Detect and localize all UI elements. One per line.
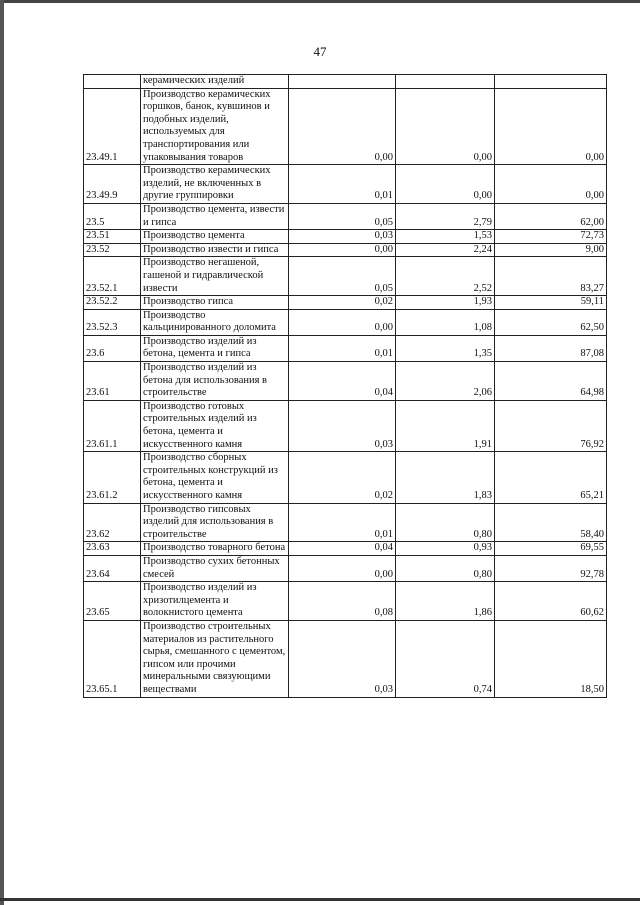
table-row [84,203,607,229]
row-code: 23.64 [84,555,141,581]
row-name: Производство цемента [141,230,289,244]
row-value-1: 0,03 [289,620,396,697]
table-row [84,309,607,335]
okved-table [83,74,607,698]
row-value-2: 1,53 [396,230,495,244]
row-value-2: 1,93 [396,296,495,310]
table-row [84,582,607,621]
row-value-2: 1,83 [396,452,495,503]
row-value-1: 0,02 [289,296,396,310]
row-value-3: 59,11 [495,296,607,310]
row-name: Производство керамических горшков, банок, кувшинов и подобных изделий, используемых для транспортирования или упаковывания товаров [141,88,289,165]
row-value-2: 0,74 [396,620,495,697]
row-value-3: 60,62 [495,582,607,621]
row-value-1: 0,05 [289,257,396,296]
row-value-2: 2,52 [396,257,495,296]
row-code: 23.49.9 [84,165,141,204]
row-code: 23.61.1 [84,400,141,451]
row-value-1: 0,03 [289,400,396,451]
row-value-3: 72,73 [495,230,607,244]
row-value-2 [396,75,495,89]
row-value-2: 1,08 [396,309,495,335]
row-code: 23.61.2 [84,452,141,503]
row-value-3: 9,00 [495,243,607,257]
row-value-2: 1,35 [396,335,495,361]
row-value-3: 64,98 [495,362,607,401]
table-row [84,230,607,244]
row-value-3: 18,50 [495,620,607,697]
row-value-1: 0,08 [289,582,396,621]
row-value-1: 0,03 [289,230,396,244]
row-value-2: 0,80 [396,555,495,581]
table-row [84,400,607,451]
row-value-3: 62,50 [495,309,607,335]
table-row [84,542,607,556]
row-value-2: 0,93 [396,542,495,556]
row-name: Производство готовых строительных изделий из бетона, цемента и искусственного камня [141,400,289,451]
row-name: Производство строительных материалов из растительного сырья, смешанного с цементом, гипсом или прочими минеральными связующими веществами [141,620,289,697]
row-code: 23.5 [84,203,141,229]
page-edge-bottom [0,898,640,901]
table-row [84,620,607,697]
row-name: Производство гипсовых изделий для использования в строительстве [141,503,289,542]
row-name: Производство сборных строительных конструкций из бетона, цемента и искусственного камня [141,452,289,503]
row-name: Производство изделий из бетона для использования в строительстве [141,362,289,401]
row-value-3: 69,55 [495,542,607,556]
row-code: 23.62 [84,503,141,542]
row-value-1: 0,00 [289,88,396,165]
row-name: Производство изделий из бетона, цемента и гипса [141,335,289,361]
row-value-3: 65,21 [495,452,607,503]
table-row [84,257,607,296]
row-code: 23.61 [84,362,141,401]
table-row [84,243,607,257]
row-value-2: 0,00 [396,88,495,165]
table-row [84,75,607,89]
row-code: 23.51 [84,230,141,244]
row-value-3: 0,00 [495,165,607,204]
row-value-2: 2,79 [396,203,495,229]
row-value-1: 0,00 [289,309,396,335]
row-name: Производство негашеной, гашеной и гидравлической извести [141,257,289,296]
table-body [84,75,607,698]
table-row [84,296,607,310]
row-value-3 [495,75,607,89]
row-name: Производство товарного бетона [141,542,289,556]
row-code: 23.49.1 [84,88,141,165]
page-number: 47 [313,44,327,59]
table-row [84,165,607,204]
table-row [84,335,607,361]
row-value-1: 0,01 [289,165,396,204]
row-value-2: 1,91 [396,400,495,451]
row-value-2: 1,86 [396,582,495,621]
row-value-3: 92,78 [495,555,607,581]
table-row [84,88,607,165]
row-value-2: 0,80 [396,503,495,542]
row-value-3: 0,00 [495,88,607,165]
row-code: 23.52.1 [84,257,141,296]
row-code [84,75,141,89]
row-name: Производство кальцинированного доломита [141,309,289,335]
row-value-2: 2,24 [396,243,495,257]
row-code: 23.6 [84,335,141,361]
page-edge-top [0,0,640,3]
row-value-1 [289,75,396,89]
row-value-1: 0,04 [289,362,396,401]
table-row [84,555,607,581]
row-value-3: 87,08 [495,335,607,361]
page-edge-left [0,0,4,905]
row-value-1: 0,05 [289,203,396,229]
row-value-1: 0,04 [289,542,396,556]
row-value-3: 76,92 [495,400,607,451]
row-code: 23.65 [84,582,141,621]
table-row [84,362,607,401]
row-code: 23.52.3 [84,309,141,335]
row-code: 23.52 [84,243,141,257]
row-value-3: 83,27 [495,257,607,296]
row-value-1: 0,01 [289,503,396,542]
row-value-3: 62,00 [495,203,607,229]
table-row [84,452,607,503]
row-name: Производство гипса [141,296,289,310]
row-name: Производство изделий из хризотилцемента и волокнистого цемента [141,582,289,621]
row-value-1: 0,02 [289,452,396,503]
row-name: керамических изделий [141,75,289,89]
row-value-1: 0,01 [289,335,396,361]
row-value-2: 0,00 [396,165,495,204]
row-code: 23.52.2 [84,296,141,310]
row-value-2: 2,06 [396,362,495,401]
row-name: Производство цемента, извести и гипса [141,203,289,229]
row-name: Производство извести и гипса [141,243,289,257]
row-name: Производство сухих бетонных смесей [141,555,289,581]
row-name: Производство керамических изделий, не включенных в другие группировки [141,165,289,204]
row-code: 23.63 [84,542,141,556]
row-value-1: 0,00 [289,555,396,581]
row-value-3: 58,40 [495,503,607,542]
row-code: 23.65.1 [84,620,141,697]
table-row [84,503,607,542]
row-value-1: 0,00 [289,243,396,257]
